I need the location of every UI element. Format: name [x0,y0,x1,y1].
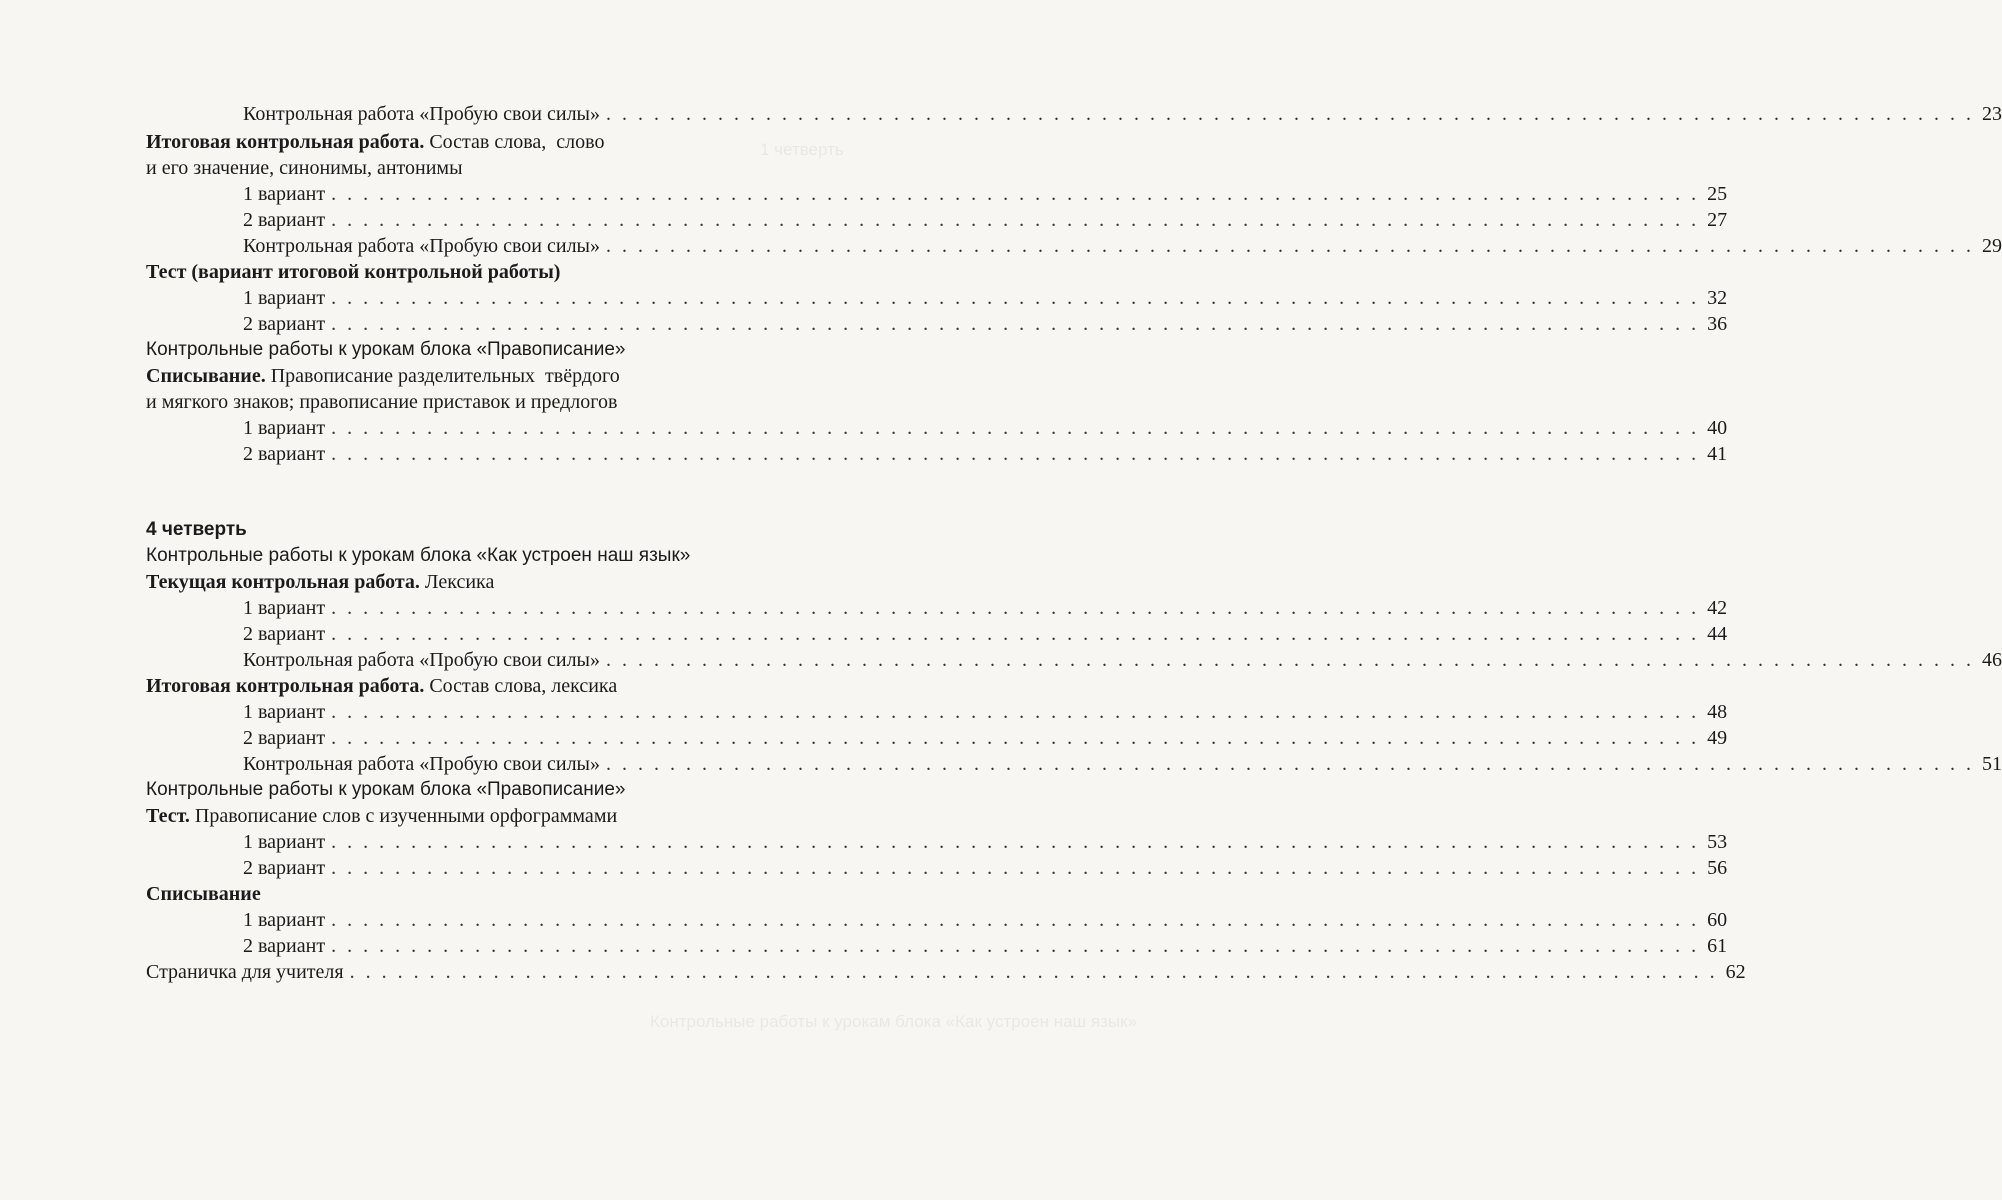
toc-entry [243,907,1728,933]
section-heading: Списывание [146,883,261,905]
entry-label: 2 вариант [243,727,326,749]
toc-entry [243,933,1728,959]
leader-dots [331,181,1699,207]
toc-entry [243,699,1728,725]
entry-label: 1 вариант [243,909,326,931]
toc-entry [243,647,2002,673]
page-number: 62 [1725,961,1746,983]
toc-entry [243,855,1728,881]
leader-dots [331,207,1699,233]
toc-heading [146,777,625,803]
entry-label: 1 вариант [243,417,326,439]
toc-heading [146,517,247,543]
leader-dots [331,855,1699,881]
toc-heading [146,363,620,389]
section-heading: Списывание. [146,365,266,387]
toc-heading [146,881,261,907]
entry-label: Контрольная работа «Пробую свои силы» [243,235,600,257]
toc-entry [243,233,2002,259]
toc-entry [243,725,1728,751]
toc-entry [243,751,2002,777]
section-description: Лексика [419,571,495,593]
leader-dots [331,285,1699,311]
entry-label: 1 вариант [243,597,326,619]
entry-label: 1 вариант [243,831,326,853]
leader-dots [606,647,1974,673]
page-number: 25 [1707,183,1728,205]
block-heading: Контрольные работы к урокам блока «Правописание» [146,339,626,360]
section-description: и мягкого знаков; правописание приставок и предлогов [146,391,618,413]
page-number: 49 [1707,727,1728,749]
entry-label: Контрольная работа «Пробую свои силы» [243,753,600,775]
leader-dots [331,415,1699,441]
toc-entry [243,101,2002,127]
leader-dots [331,829,1699,855]
section-description: и его значение, синонимы, антонимы [146,157,463,179]
leader-dots [350,959,1718,985]
page-number: 61 [1707,935,1728,957]
page-number: 40 [1707,417,1728,439]
bleed-through: Контрольные работы к урокам блока «Как устроен наш язык» [650,1012,1138,1031]
leader-dots [331,933,1699,959]
entry-label: 1 вариант [243,183,326,205]
bleed-through: 1 четверть [760,140,844,159]
section-description: Состав слова, лексика [424,675,618,697]
entry-label: 2 вариант [243,209,326,231]
toc-heading [146,803,617,829]
page-number: 41 [1707,443,1728,465]
block-heading: Контрольные работы к урокам блока «Правописание» [146,779,626,800]
page-number: 44 [1707,623,1728,645]
page-number: 36 [1707,313,1728,335]
toc-entry [243,621,1728,647]
leader-dots [331,699,1699,725]
toc-entry [243,829,1728,855]
leader-dots [606,101,1974,127]
toc-heading [146,673,617,699]
entry-label: Контрольная работа «Пробую свои силы» [243,103,600,125]
toc-heading [146,155,463,181]
section-heading: Итоговая контрольная работа. [146,131,425,153]
section-heading: Текущая контрольная работа. [146,571,420,593]
page-number: 42 [1707,597,1728,619]
toc-entry [243,285,1728,311]
page-number: 51 [1981,753,2002,775]
toc-entry [243,311,1728,337]
page-number: 56 [1707,857,1728,879]
entry-label: Контрольная работа «Пробую свои силы» [243,649,600,671]
entry-label: 1 вариант [243,701,326,723]
entry-label: 2 вариант [243,313,326,335]
entry-label: 1 вариант [243,287,326,309]
leader-dots [331,621,1699,647]
section-description: Правописание разделительных твёрдого [265,365,620,387]
leader-dots [331,595,1699,621]
section-heading: Тест (вариант итоговой контрольной работы) [146,261,561,283]
toc-entry [243,181,1728,207]
toc-heading [146,337,625,363]
section-heading: Тест. [146,805,190,827]
toc-entry [243,207,1728,233]
leader-dots [606,751,1974,777]
leader-dots [331,311,1699,337]
page-number: 53 [1707,831,1728,853]
entry-label: 2 вариант [243,623,326,645]
toc-entry [146,959,1746,985]
leader-dots [331,907,1699,933]
quarter-heading: 4 четверть [146,519,247,540]
entry-label: Страничка для учителя [146,961,344,983]
page-number: 46 [1981,649,2002,671]
page-number: 60 [1707,909,1728,931]
page-number: 48 [1707,701,1728,723]
section-description: Правописание слов с изученными орфограммами [189,805,618,827]
leader-dots [606,233,1974,259]
page-number: 32 [1707,287,1728,309]
page-number: 27 [1707,209,1728,231]
page-number: 23 [1981,103,2002,125]
toc-heading [146,389,617,415]
entry-label: 2 вариант [243,857,326,879]
toc-heading [146,569,494,595]
toc-entry [243,441,1728,467]
toc-heading [146,543,690,569]
section-heading: Итоговая контрольная работа. [146,675,425,697]
leader-dots [331,725,1699,751]
toc-entry [243,595,1728,621]
toc-entry [243,415,1728,441]
leader-dots [331,441,1699,467]
block-heading: Контрольные работы к урокам блока «Как устроен наш язык» [146,545,691,566]
page-number: 29 [1981,235,2002,257]
entry-label: 2 вариант [243,443,326,465]
toc-heading [146,259,560,285]
entry-label: 2 вариант [243,935,326,957]
toc-heading [146,129,604,155]
section-description: Состав слова, слово [424,131,605,153]
